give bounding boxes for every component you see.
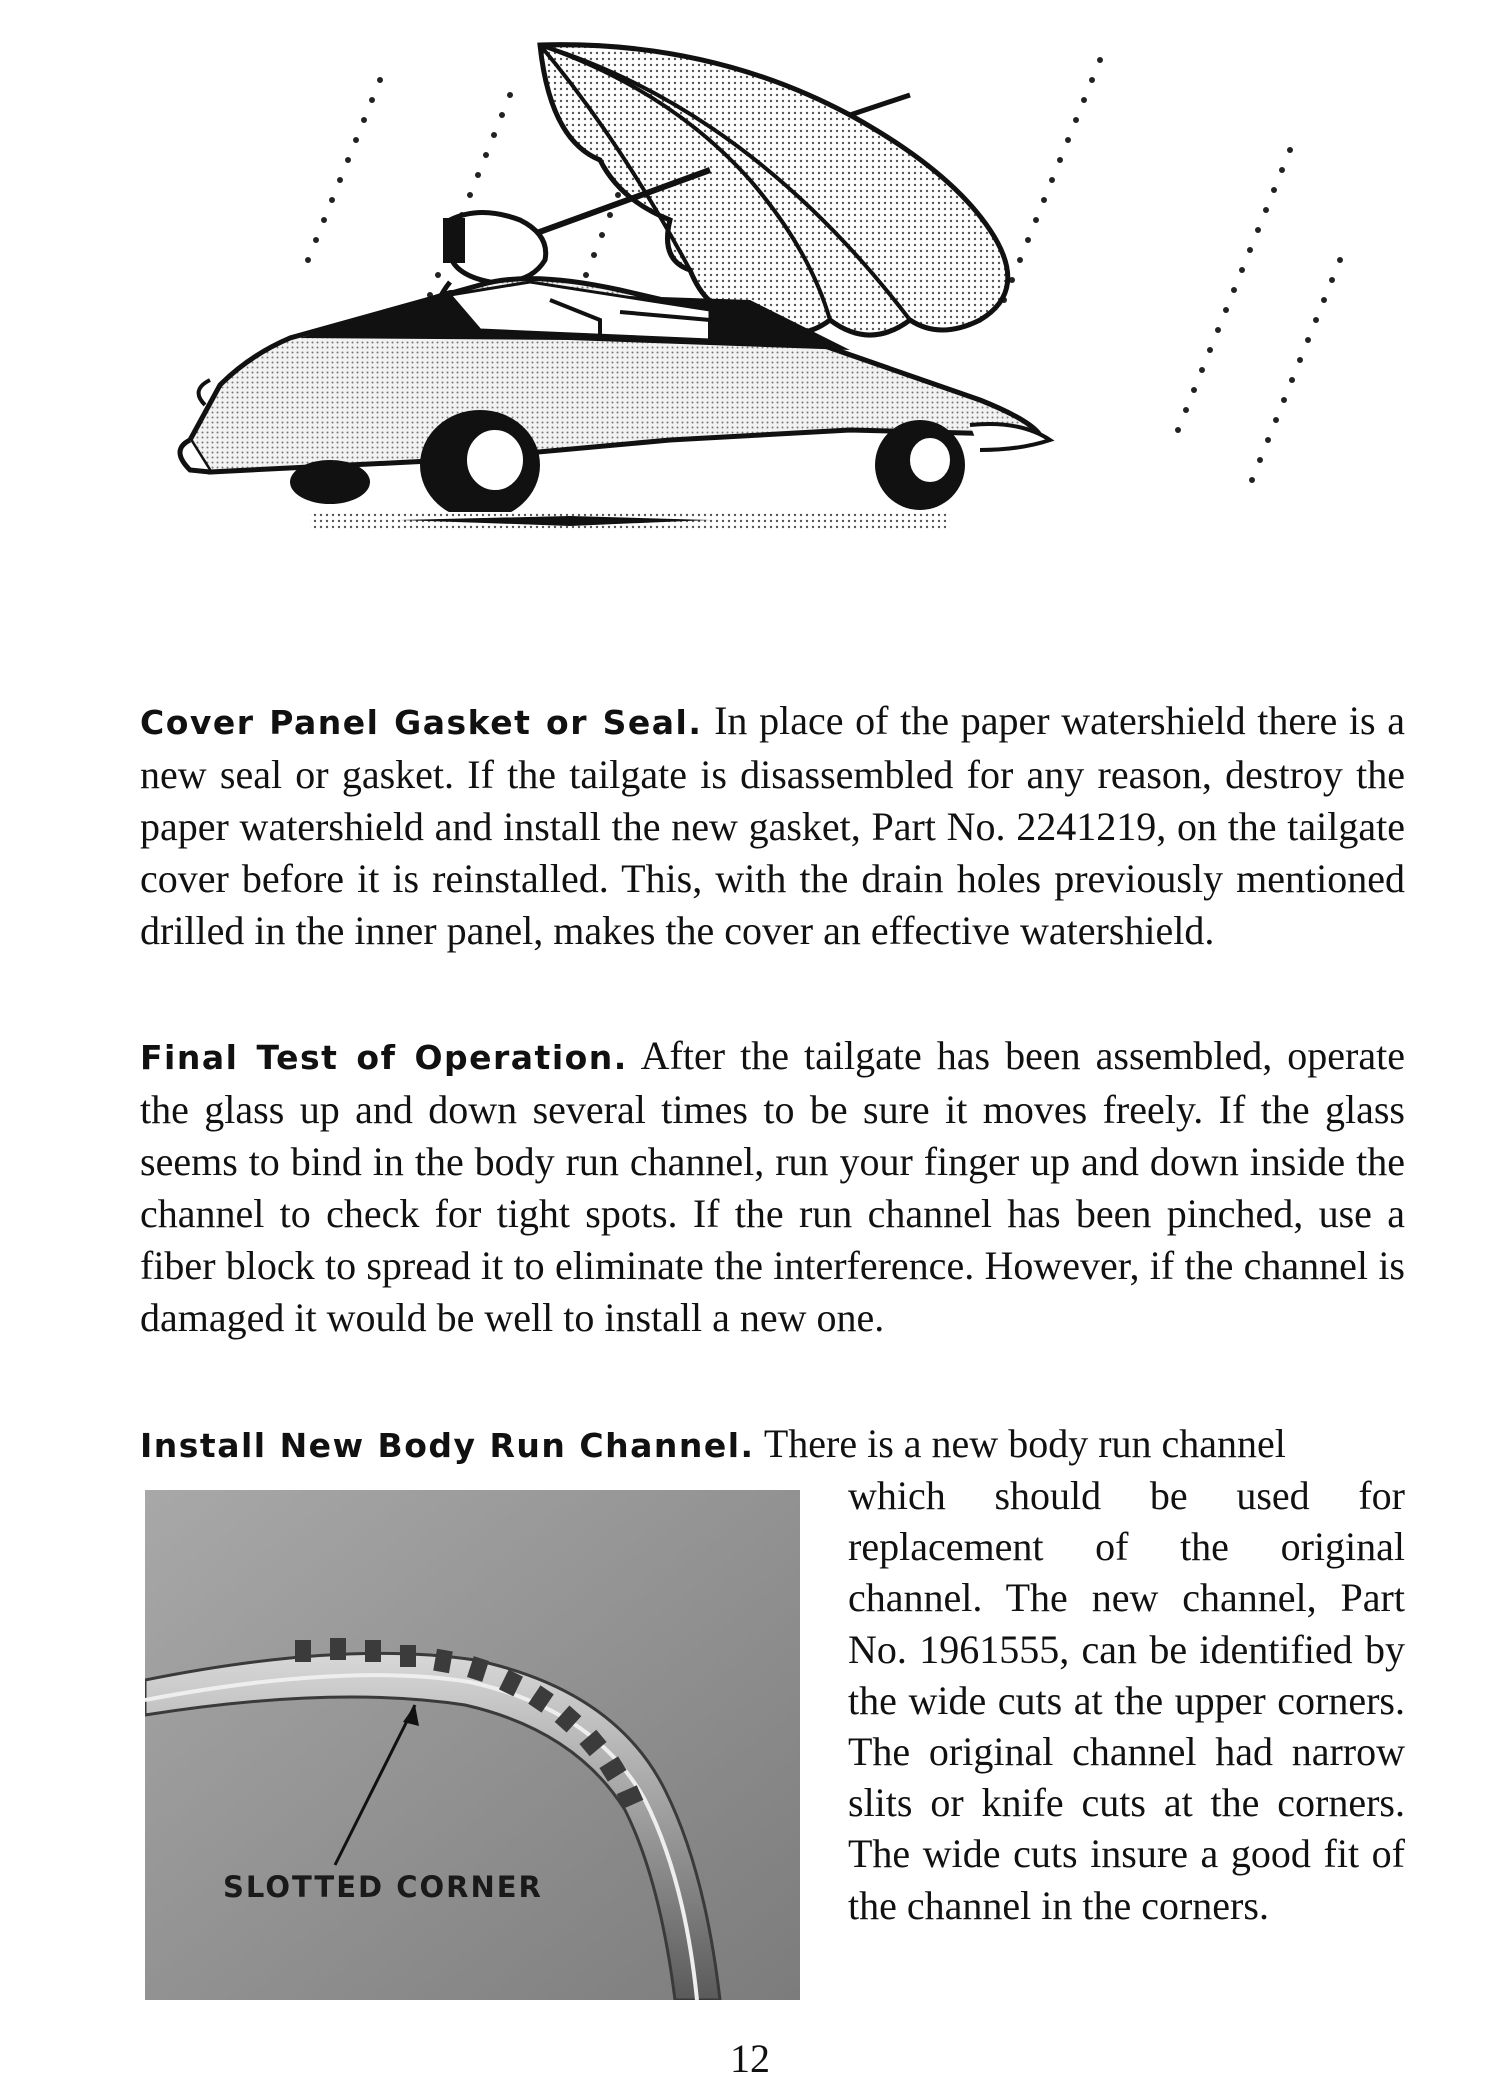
- section-install-run-channel-heading: [140, 1418, 1405, 1472]
- section-heading: Install New Body Run Channel.: [140, 1426, 755, 1465]
- section-heading: Final Test of Operation.: [140, 1038, 628, 1077]
- slotted-corner-photo: [145, 1490, 800, 2000]
- section-final-test: [140, 1030, 1405, 1344]
- section-heading: Cover Panel Gasket or Seal.: [140, 703, 703, 742]
- channel-photo-image: [145, 1490, 800, 2000]
- section-body: After the tailgate has been assembled, operate the glass up and down several times to be sure it moves freely. If the glass seems to bind in the body run channel, run your finger up and down inside the channel to check for tight spots. If the run channel has been pinched, use a fiber block to spread it to eliminate the interference. However, if the channel is damaged it would be well to install a new one.: [140, 1033, 1405, 1340]
- section-cover-panel-gasket: [140, 695, 1405, 957]
- section-body: In place of the paper watershield there is a new seal or gasket. If the tailgate is disassembled for any reason, destroy the paper watershield and install the new gasket, Part No. 2241219, on the tailgate cover before it is reinstalled. This, with the drain holes previously mentioned drilled in the inner panel, makes the cover an effective watershield.: [140, 698, 1405, 953]
- section-lead: There is a new body run channel: [763, 1421, 1286, 1466]
- photo-label: SLOTTED CORNER: [223, 1870, 543, 1904]
- section-install-run-channel-body: which should be used for replacement of the original channel. The new channel, Part No. 1961555, can be identified by the wide cuts at the upper corners. The original channel had narrow slits or knife cuts at the corners. The wide cuts insure a good fit of the channel in the corners.: [848, 1473, 1405, 1928]
- page-number: 12: [730, 2036, 770, 2081]
- car-umbrella-illustration: [150, 20, 1350, 680]
